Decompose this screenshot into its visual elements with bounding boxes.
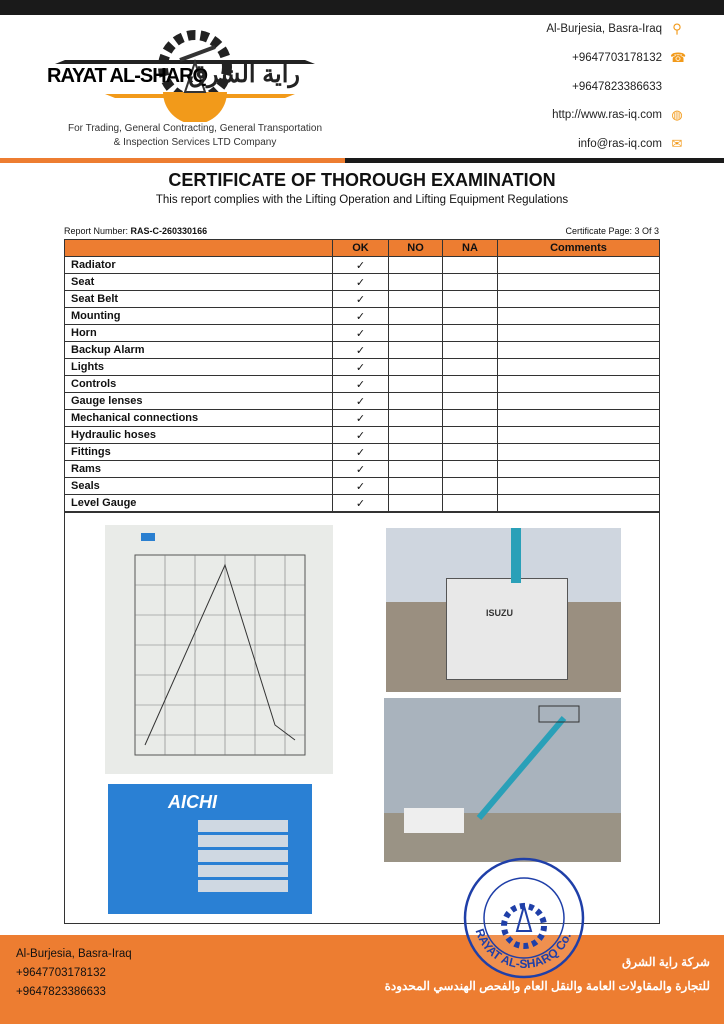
na-cell [443,257,498,274]
ok-check: ✓ [333,376,389,393]
comments-cell [498,427,660,444]
na-cell [443,376,498,393]
table-row [65,308,660,325]
comments-cell [498,274,660,291]
orange-divider [0,158,345,163]
comments-cell [498,444,660,461]
item-name: Seat Belt [65,291,333,308]
ok-check: ✓ [333,359,389,376]
table-row [65,393,660,410]
company-logo [45,22,345,122]
page-subtitle: This report complies with the Lifting Operation and Lifting Equipment Regulations [155,194,569,206]
table-row [65,444,660,461]
na-cell [443,444,498,461]
contact-text: +9647823386633 [572,81,662,93]
header-comments: Comments [498,240,660,257]
no-cell [389,461,443,478]
table-header-row [65,240,660,257]
item-name: Mounting [65,308,333,325]
ok-check: ✓ [333,410,389,427]
table-row [65,427,660,444]
tagline [40,122,350,150]
na-cell [443,308,498,325]
no-cell [389,495,443,512]
no-cell [389,308,443,325]
truck-brand: ISUZU [486,608,513,618]
ok-check: ✓ [333,325,389,342]
no-cell [389,291,443,308]
na-cell [443,410,498,427]
contact-text: Al-Burjesia, Basra-Iraq [546,23,662,35]
comments-cell [498,478,660,495]
contact-address [546,22,684,36]
footer-arabic-description: للتجارة والمقاولات العامة والنقل العام والفحص الهندسي المحدودة [384,979,710,993]
ok-check: ✓ [333,274,389,291]
contact-website[interactable] [552,108,684,122]
report-number-value: RAS-C-260330166 [130,226,208,236]
item-name: Seat [65,274,333,291]
comments-cell [498,393,660,410]
tagline-line-2: & Inspection Services LTD Company [113,137,277,148]
item-name: Radiator [65,257,333,274]
comments-cell [498,359,660,376]
comments-cell [498,257,660,274]
table-row [65,325,660,342]
item-name: Fittings [65,444,333,461]
svg-text:RAYAT AL-SHARQ Co.: RAYAT AL-SHARQ Co. [472,926,574,972]
ok-check: ✓ [333,444,389,461]
page-title: CERTIFICATE OF THOROUGH EXAMINATION [168,170,556,190]
footer-address: Al-Burjesia, Basra-Iraq [16,948,132,960]
no-cell [389,359,443,376]
na-cell [443,325,498,342]
website-link[interactable]: http://www.ras-iq.com [552,109,662,121]
na-cell [443,274,498,291]
comments-cell [498,495,660,512]
item-name: Level Gauge [65,495,333,512]
table-row [65,495,660,512]
item-name: Hydraulic hoses [65,427,333,444]
ok-check: ✓ [333,478,389,495]
mail-icon: ✉ [671,136,683,151]
na-cell [443,291,498,308]
footer-phone-2: +9647823386633 [16,986,106,998]
table-row [65,376,660,393]
ok-check: ✓ [333,308,389,325]
load-chart-photo [105,525,333,774]
comments-cell [498,342,660,359]
report-number [64,226,207,236]
header-na: NA [443,240,498,257]
table-row [65,359,660,376]
comments-cell [498,291,660,308]
no-cell [389,376,443,393]
no-cell [389,274,443,291]
brand-en: RAYAT AL-SHARQ [47,65,208,87]
table-row [65,291,660,308]
table-row [65,274,660,291]
nameplate-photo [108,784,312,914]
boom-extended-photo [384,698,621,862]
ok-check: ✓ [333,461,389,478]
no-cell [389,257,443,274]
na-cell [443,342,498,359]
truck-front-photo [386,528,621,692]
tagline-line-1: For Trading, General Contracting, General Transportation [67,123,323,134]
report-number-label: Report Number: [64,226,131,236]
blank-icon [670,80,684,94]
no-cell [389,478,443,495]
item-name: Lights [65,359,333,376]
table-row [65,478,660,495]
top-bar [0,0,724,15]
no-cell [389,393,443,410]
item-name: Backup Alarm [65,342,333,359]
phone-icon: ☎ [670,50,687,65]
header-ok: OK [333,240,389,257]
ok-check: ✓ [333,342,389,359]
location-pin-icon: ⚲ [672,21,682,36]
company-stamp [462,856,586,980]
na-cell [443,393,498,410]
nameplate-brand: AICHI [168,792,217,812]
ok-check: ✓ [333,393,389,410]
contact-phone-2 [572,80,684,94]
item-name: Rams [65,461,333,478]
header-item [65,240,333,257]
brand-ar: راية الشرق [188,61,300,88]
item-name: Controls [65,376,333,393]
no-cell [389,410,443,427]
contact-email[interactable] [578,137,684,151]
contact-text: +9647703178132 [572,52,662,64]
item-name: Horn [65,325,333,342]
ok-check: ✓ [333,427,389,444]
no-cell [389,427,443,444]
no-cell [389,325,443,342]
table-row [65,257,660,274]
no-cell [389,444,443,461]
comments-cell [498,461,660,478]
comments-cell [498,325,660,342]
globe-icon: ◍ [671,107,683,122]
na-cell [443,461,498,478]
na-cell [443,495,498,512]
item-name: Gauge lenses [65,393,333,410]
table-row [65,342,660,359]
na-cell [443,359,498,376]
na-cell [443,478,498,495]
na-cell [443,427,498,444]
item-name: Seals [65,478,333,495]
ok-check: ✓ [333,257,389,274]
inspection-table [64,239,660,512]
email-link[interactable]: info@ras-iq.com [578,138,662,150]
item-name: Mechanical connections [65,410,333,427]
comments-cell [498,308,660,325]
contact-phone-1 [572,50,687,65]
footer-phone-1: +9647703178132 [16,967,106,979]
footer-arabic-name: شركة راية الشرق [621,955,710,969]
comments-cell [498,376,660,393]
table-row [65,461,660,478]
comments-cell [498,410,660,427]
footer [0,935,724,1024]
header-no: NO [389,240,443,257]
table-row [65,410,660,427]
ok-check: ✓ [333,495,389,512]
certificate-page: Certificate Page: 3 Of 3 [565,226,659,236]
ok-check: ✓ [333,291,389,308]
dark-divider [345,158,724,163]
no-cell [389,342,443,359]
